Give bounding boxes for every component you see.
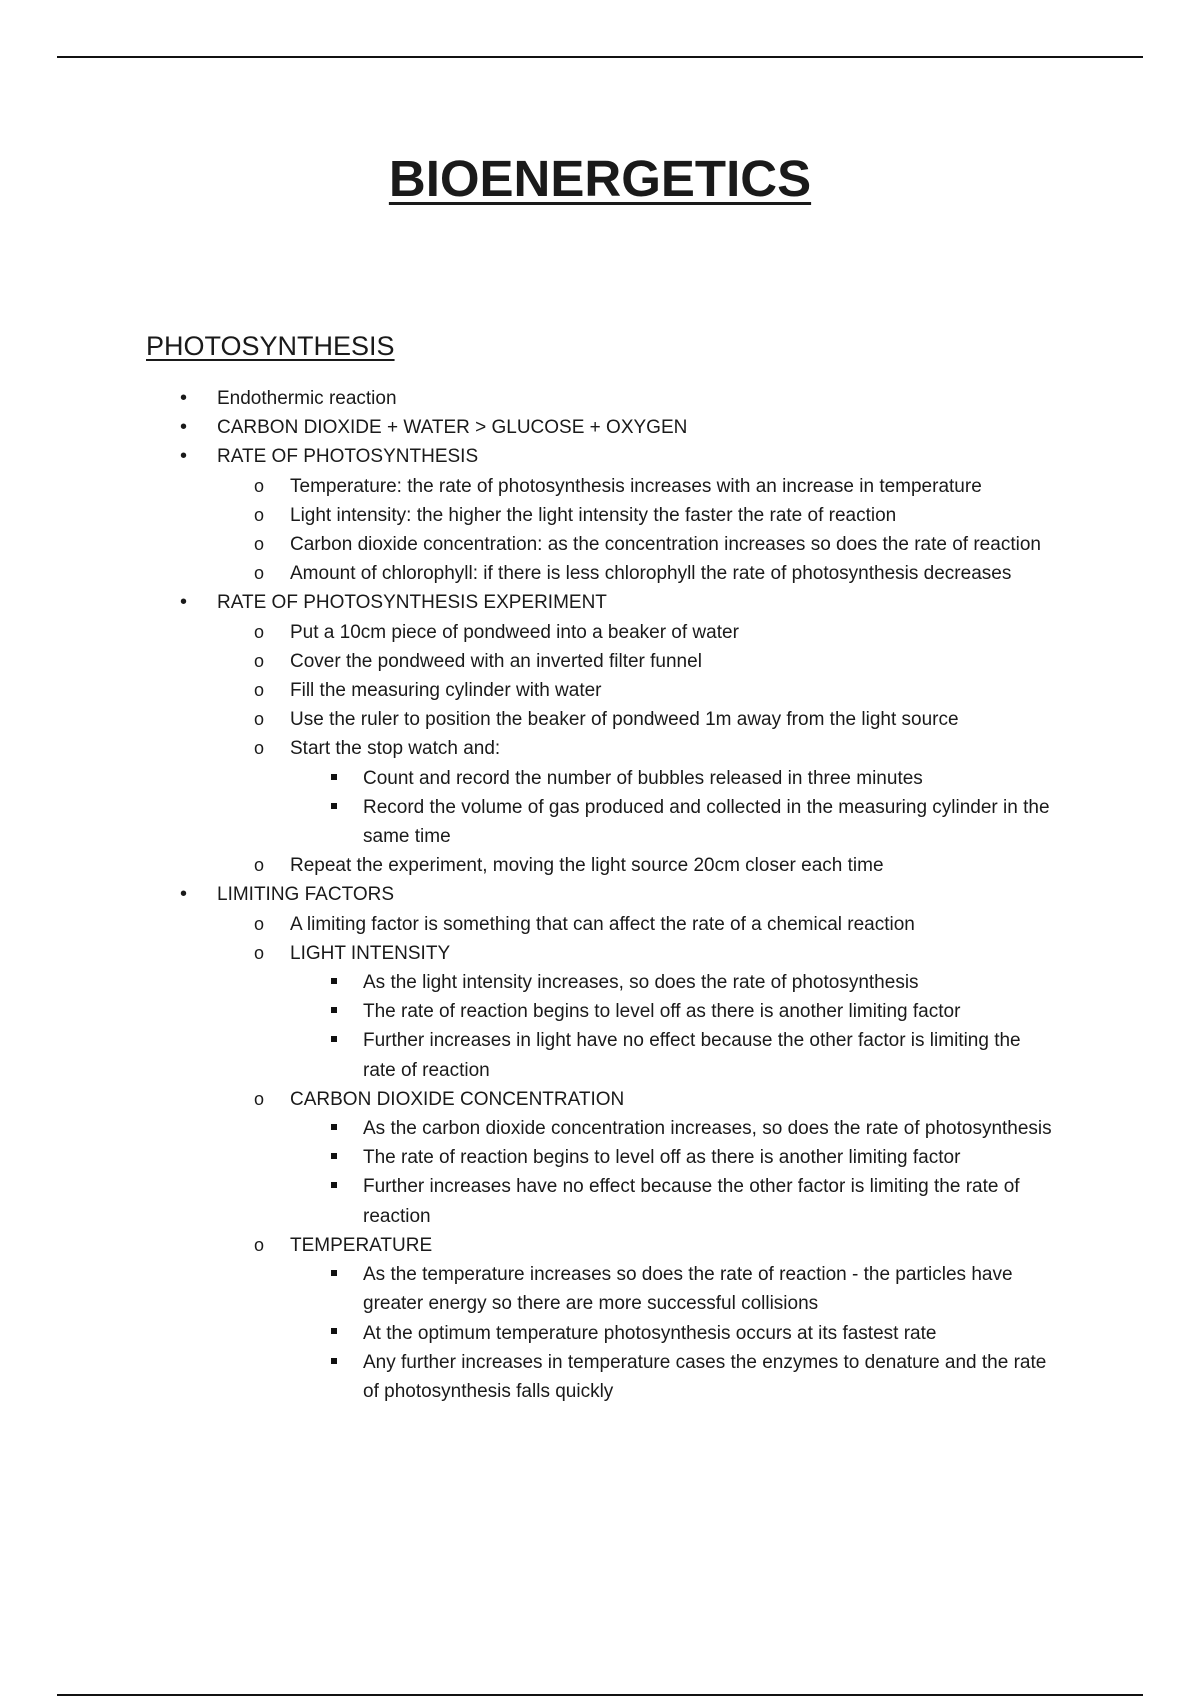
list-item-text: Amount of chlorophyll: if there is less chlorophyll the rate of photosynthesis decreases: [290, 563, 1012, 585]
circle-bullet-icon: o: [254, 709, 265, 730]
list-item-text: The rate of reaction begins to level off as there is another limiting factor: [363, 1001, 961, 1023]
list-item: [0, 1172, 1200, 1230]
list-item: [0, 647, 1200, 676]
list-item: [0, 1026, 1200, 1084]
circle-bullet-icon: o: [254, 738, 265, 759]
list-item-text: RATE OF PHOTOSYNTHESIS: [217, 446, 479, 468]
list-item: [0, 1114, 1200, 1143]
list-item: [0, 997, 1200, 1026]
list-item: [0, 1231, 1200, 1260]
list-item-text: Repeat the experiment, moving the light source 20cm closer each time: [290, 855, 884, 877]
bullet-list: [0, 384, 1200, 1406]
square-bullet-icon: [331, 1319, 337, 1348]
list-item-text: Cover the pondweed with an inverted filter funnel: [290, 650, 702, 672]
list-item: [0, 705, 1200, 734]
list-item-text: Light intensity: the higher the light intensity the faster the rate of reaction: [290, 504, 897, 526]
list-item-text: Any further increases in temperature cases the enzymes to denature and the rate of photosynthesis falls quickly: [363, 1351, 1047, 1402]
list-item: [0, 472, 1200, 501]
list-item: [0, 1348, 1200, 1406]
list-item: [0, 442, 1200, 471]
list-item-text: Further increases in light have no effect because the other factor is limiting the rate of reaction: [363, 1030, 1021, 1081]
square-bullet-icon: [331, 793, 337, 822]
circle-bullet-icon: o: [254, 1234, 265, 1255]
list-item-text: RATE OF PHOTOSYNTHESIS EXPERIMENT: [217, 592, 607, 614]
list-item-text: A limiting factor is something that can affect the rate of a chemical reaction: [290, 913, 915, 935]
list-item-text: LIGHT INTENSITY: [290, 942, 451, 964]
list-item-text: Carbon dioxide concentration: as the concentration increases so does the rate of reaction: [290, 534, 1041, 556]
list-item-text: Further increases have no effect because the other factor is limiting the rate of reaction: [363, 1176, 1020, 1227]
list-item-text: TEMPERATURE: [290, 1234, 433, 1256]
list-item: [0, 793, 1200, 851]
list-item: [0, 413, 1200, 442]
list-item-text: The rate of reaction begins to level off as there is another limiting factor: [363, 1147, 961, 1169]
list-item: [0, 968, 1200, 997]
list-item-text: CARBON DIOXIDE + WATER > GLUCOSE + OXYGEN: [217, 417, 688, 439]
list-item-text: At the optimum temperature photosynthesis occurs at its fastest rate: [363, 1322, 937, 1344]
list-item: [0, 880, 1200, 909]
document-title: BIOENERGETICS: [388, 150, 812, 207]
square-bullet-icon: [331, 997, 337, 1026]
list-item-text: LIMITING FACTORS: [217, 884, 395, 906]
disc-bullet-icon: •: [180, 445, 188, 468]
list-item: [0, 384, 1200, 413]
list-item: [0, 734, 1200, 763]
list-item: [0, 559, 1200, 588]
list-item: [0, 910, 1200, 939]
list-item-text: Fill the measuring cylinder with water: [290, 680, 602, 702]
list-item: [0, 764, 1200, 793]
square-bullet-icon: [331, 968, 337, 997]
list-item: [0, 1085, 1200, 1114]
header-rule: [57, 56, 1143, 58]
list-item: [0, 618, 1200, 647]
list-item-text: Use the ruler to position the beaker of pondweed 1m away from the light source: [290, 709, 959, 731]
square-bullet-icon: [331, 1143, 337, 1172]
circle-bullet-icon: o: [254, 855, 265, 876]
circle-bullet-icon: o: [254, 563, 265, 584]
circle-bullet-icon: o: [254, 650, 265, 671]
circle-bullet-icon: o: [254, 1088, 265, 1109]
circle-bullet-icon: o: [254, 942, 265, 963]
list-item: [0, 1260, 1200, 1318]
disc-bullet-icon: •: [180, 387, 188, 409]
square-bullet-icon: [331, 1172, 337, 1201]
list-item-text: Record the volume of gas produced and collected in the measuring cylinder in the same time: [363, 796, 1050, 848]
disc-bullet-icon: •: [180, 591, 188, 614]
list-item: [0, 676, 1200, 705]
circle-bullet-icon: o: [254, 475, 265, 496]
list-item-text: Endothermic reaction: [217, 388, 397, 409]
list-item-text: Count and record the number of bubbles released in three minutes: [363, 767, 923, 789]
list-item: [0, 1143, 1200, 1172]
square-bullet-icon: [331, 1348, 337, 1377]
footer-rule: [57, 1694, 1143, 1696]
list-item-text: CARBON DIOXIDE CONCENTRATION: [290, 1088, 625, 1110]
list-item-text: Temperature: the rate of photosynthesis increases with an increase in temperature: [290, 475, 982, 497]
list-item-text: Put a 10cm piece of pondweed into a beaker of water: [290, 621, 739, 643]
list-item-text: As the carbon dioxide concentration increases, so does the rate of photosynthesis: [363, 1118, 1052, 1140]
circle-bullet-icon: o: [254, 680, 265, 701]
list-item: [0, 851, 1200, 880]
square-bullet-icon: [331, 1026, 337, 1055]
list-item-text: As the light intensity increases, so does the rate of photosynthesis: [363, 972, 919, 994]
list-item: [0, 1319, 1200, 1348]
list-item: [0, 530, 1200, 559]
square-bullet-icon: [331, 1260, 337, 1289]
circle-bullet-icon: o: [254, 534, 265, 555]
section-heading: PHOTOSYNTHESIS: [146, 331, 395, 361]
list-item: [0, 939, 1200, 968]
disc-bullet-icon: •: [180, 416, 188, 439]
list-item: [0, 501, 1200, 530]
list-item: [0, 588, 1200, 617]
list-item-text: As the temperature increases so does the rate of reaction - the particles have greater energy so there are more successful collisions: [363, 1264, 1013, 1315]
circle-bullet-icon: o: [254, 621, 265, 642]
circle-bullet-icon: o: [254, 504, 265, 525]
circle-bullet-icon: o: [254, 913, 265, 934]
square-bullet-icon: [331, 764, 337, 793]
square-bullet-icon: [331, 1114, 337, 1143]
list-item-text: Start the stop watch and:: [290, 738, 501, 760]
disc-bullet-icon: •: [180, 883, 188, 906]
